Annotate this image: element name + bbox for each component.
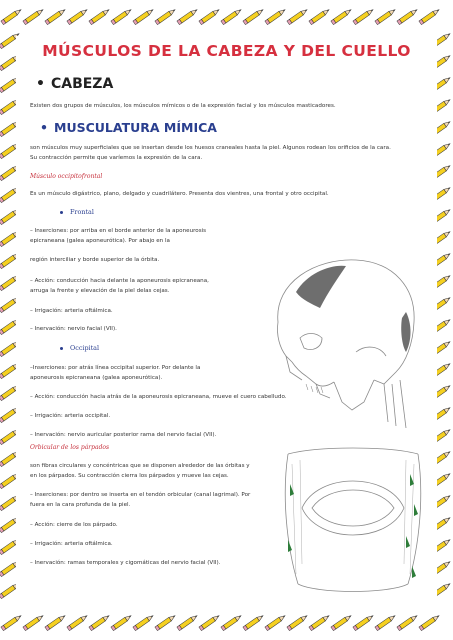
- frontal-heading: [60, 208, 94, 216]
- musculatura-text-1: son músculos muy superficiales que se insertan desde los huesos craneales hasta la piel. Algunos rodean los orificios de la cara.: [30, 145, 391, 151]
- orbicular-inervacion: – Inervación: ramas temporales y cigomáticas del nervio facial (VII).: [30, 560, 221, 566]
- heading-cabeza: [36, 76, 113, 92]
- occipital-inserciones-2: aponeurosis epicraneana (galea aponeurótica).: [30, 375, 163, 381]
- pencil-icon: [243, 8, 264, 25]
- pencil-icon: [111, 614, 132, 631]
- occipital-irrigacion: – Irrigación: arteria occipital.: [30, 413, 111, 419]
- bullet-dot-icon: [60, 347, 63, 350]
- pencil-icon: [353, 8, 374, 25]
- pencil-icon: [177, 614, 198, 631]
- pencil-icon: [265, 614, 286, 631]
- pencil-icon: [353, 614, 374, 631]
- pencil-icon: [221, 614, 242, 631]
- frontal-muscle-shading: [296, 266, 346, 308]
- bullet-icon: •: [40, 120, 48, 135]
- occipital-inserciones-1: –Inserciones: por atrás línea occipital superior. Por delante la: [30, 365, 201, 371]
- pencil-icon: [309, 8, 330, 25]
- orbicular-description-2: en los párpados. Su contracción cierra los párpados y mueve las cejas.: [30, 473, 229, 479]
- orbicular-irrigacion: – Irrigación: arteria oftálmica.: [30, 541, 113, 547]
- page-title: MÚSCULOS DE LA CABEZA Y DEL CUELLO: [42, 42, 411, 60]
- pencil-icon: [89, 614, 110, 631]
- pencil-icon: [221, 8, 242, 25]
- occipital-heading-label: Occipital: [70, 344, 99, 352]
- pencil-icon: [397, 614, 418, 631]
- frontal-inserciones-2: epicraneana (galea aponeurótica). Por abajo en la: [30, 238, 170, 244]
- pencil-icon: [1, 8, 22, 25]
- pencil-icon: [309, 614, 330, 631]
- orbicular-accion: – Acción: cierre de los párpado.: [30, 522, 118, 528]
- pencil-icon: [133, 614, 154, 631]
- pencil-icon: [243, 614, 264, 631]
- orbicular-heading: Orbicular de los párpados: [30, 444, 110, 451]
- document-page: [16, 36, 437, 604]
- musculatura-text-2: Su contracción permite que varíemos la expresión de la cara.: [30, 155, 203, 161]
- pencil-icon: [45, 8, 66, 25]
- occipital-muscle-shading: [401, 312, 410, 352]
- intro-text: Existen dos grupos de músculos, los músculos mímicos o de la expresión facial y los músculos masticadores.: [30, 103, 336, 109]
- heading-musculatura: [40, 120, 217, 135]
- frontal-inserciones-1: – Inserciones: por arriba en el borde anterior de la aponeurosis: [30, 228, 207, 234]
- pencil-icon: [111, 8, 132, 25]
- occipital-heading: [60, 344, 99, 352]
- pencil-icon: [287, 8, 308, 25]
- pencil-icon: [133, 8, 154, 25]
- pencil-icon: [397, 8, 418, 25]
- pencil-icon: [23, 8, 44, 25]
- frontal-accion-2: arruga la frente y elevación de la piel delas cejas.: [30, 288, 170, 294]
- pencil-icon: [375, 614, 396, 631]
- pencil-icon: [1, 614, 22, 631]
- occipitofrontal-description: Es un músculo digástrico, plano, delgado y cuadrilátero. Presenta dos vientres, una frontal y otro occipital.: [30, 191, 329, 197]
- heading-musculatura-label: MUSCULATURA MÍMICA: [54, 120, 217, 135]
- frontal-heading-label: Frontal: [70, 208, 94, 216]
- pencil-icon: [89, 8, 110, 25]
- frontal-irrigacion: – Irrigación: arteria oftálmica.: [30, 308, 113, 314]
- pencil-icon: [199, 614, 220, 631]
- pencil-icon: [331, 8, 352, 25]
- occipital-accion: – Acción: conducción hacia atrás de la aponeurosis epicraneana, mueve el cuero cabelludo.: [30, 394, 287, 400]
- skull-illustration: [256, 252, 434, 438]
- occipitofrontal-heading: Músculo occipitofrontal: [30, 173, 103, 180]
- bullet-icon: •: [36, 76, 45, 92]
- pencil-icon: [67, 8, 88, 25]
- pencil-icon: [419, 614, 440, 631]
- pencil-icon: [67, 614, 88, 631]
- frontal-accion-1: – Acción: conducción hacia delante la aponeurosis epicraneana,: [30, 278, 209, 284]
- pencil-icon: [155, 614, 176, 631]
- pencil-icon: [419, 8, 440, 25]
- orbicular-illustration: [278, 444, 428, 602]
- pencil-icon: [287, 614, 308, 631]
- orbicular-inserciones-2: fuera en la cara profunda de la piel.: [30, 502, 131, 508]
- frontal-inervacion: – Inervación: nervio facial (VII).: [30, 326, 117, 332]
- pencil-icon: [265, 8, 286, 25]
- pencil-icon: [23, 614, 44, 631]
- pencil-icon: [177, 8, 198, 25]
- orbicular-description-1: son fibras circulares y concéntricas que se disponen alrededor de las órbitas y: [30, 463, 250, 469]
- frontal-inserciones-3: región interciliar y borde superior de la órbita.: [30, 257, 160, 263]
- pencil-icon: [155, 8, 176, 25]
- pencil-icon: [375, 8, 396, 25]
- occipital-inervacion: – Inervación: nervio auricular posterior rama del nervio facial (VII).: [30, 432, 217, 438]
- bullet-dot-icon: [60, 211, 63, 214]
- heading-cabeza-label: CABEZA: [50, 76, 114, 92]
- pencil-icon: [45, 614, 66, 631]
- orbicular-inserciones-1: – Inserciones: por dentro se inserta en el tendón orbicular (canal lagrimal). Por: [30, 492, 251, 498]
- pencil-icon: [331, 614, 352, 631]
- pencil-icon: [199, 8, 220, 25]
